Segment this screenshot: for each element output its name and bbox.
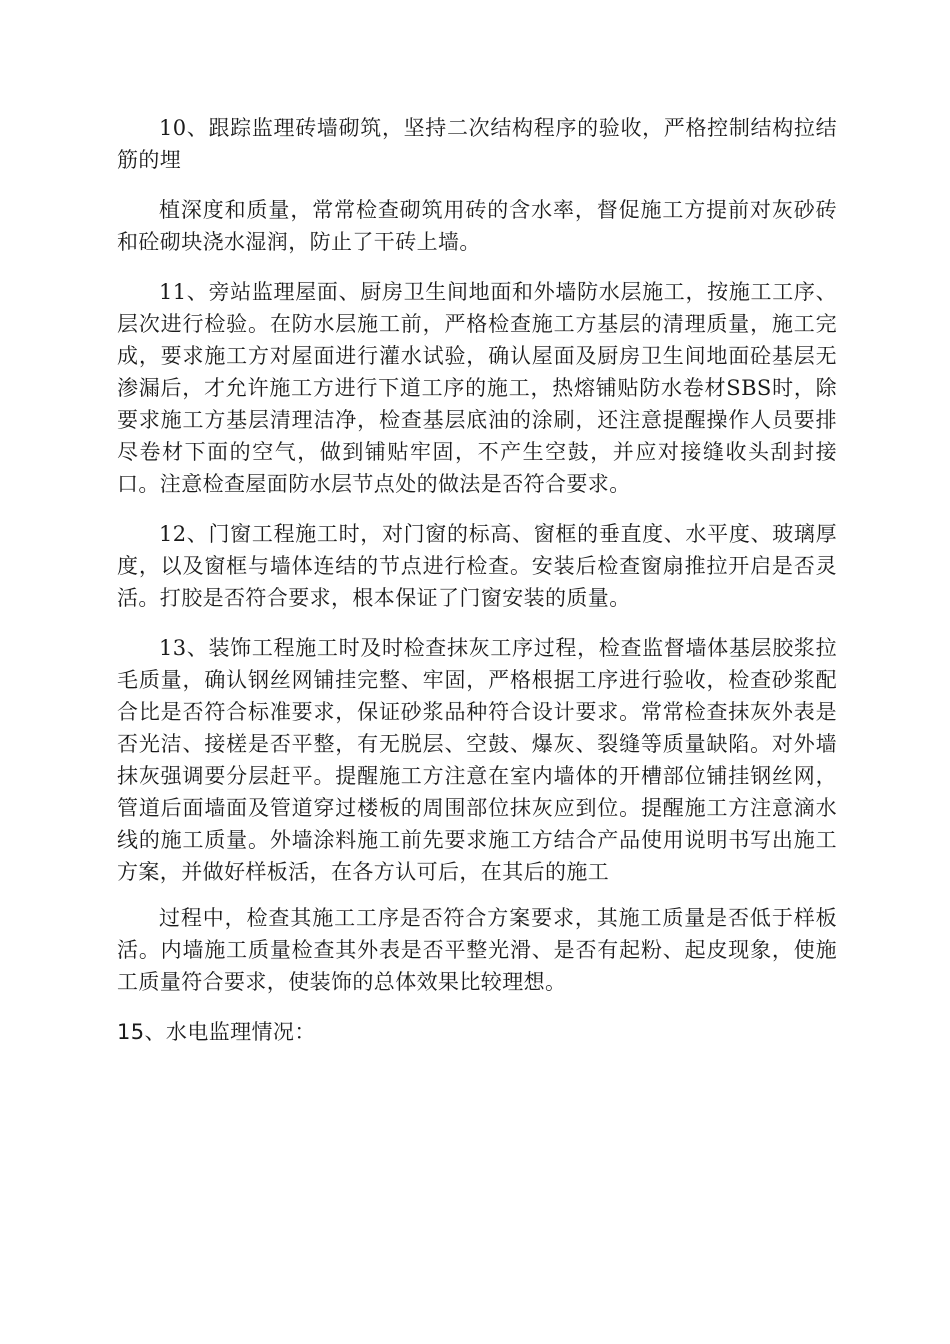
- paragraph-10-part1: 10、跟踪监理砖墙砌筑，坚持二次结构程序的验收，严格控制结构拉结筋的埋: [117, 116, 837, 172]
- paragraph-13-part1: 13、装饰工程施工时及时检查抹灰工序过程，检查监督墙体基层胶浆拉毛质量，确认钢丝网铺挂完整、牢固，严格根据工序进行验收，检查砂浆配合比是否符合标准要求，保证砂浆品种符合设计要求。常常检查抹灰外表是否光洁、接槎是否平整，有无脱层、空鼓、爆灰、裂缝等质量缺陷。对外墙抹灰强调要分层赶平。提醒施工方注意在室内墙体的开槽部位铺挂钢丝网，管道后面墙面及管道穿过楼板的周围部位抹灰应到位。提醒施工方注意滴水线的施工质量。外墙涂料施工前先要求施工方结合产品使用说明书写出施工方案，并做好样板活，在各方认可后，在其后的施工: [117, 636, 837, 884]
- section-heading-15: 15、水电监理情况：: [117, 1020, 316, 1044]
- paragraph-10-part2: 植深度和质量，常常检查砌筑用砖的含水率，督促施工方提前对灰砂砖和砼砌块浇水湿润，防止了干砖上墙。: [117, 198, 837, 254]
- paragraph-11: 11、旁站监理屋面、厨房卫生间地面和外墙防水层施工，按施工工序、层次进行检验。在防水层施工前，严格检查施工方基层的清理质量，施工完成，要求施工方对屋面进行灌水试验，确认屋面及厨房卫生间地面砼基层无渗漏后，才允许施工方进行下道工序的施工，热熔铺贴防水卷材SBS时，除要求施工方基层清理洁净，检查基层底油的涂刷，还注意提醒操作人员要排尽卷材下面的空气，做到铺贴牢固，不产生空鼓，并应对接缝收头刮封接口。注意检查屋面防水层节点处的做法是否符合要求。: [117, 280, 837, 496]
- document-body: [117, 112, 837, 1048]
- paragraph-13-part2: 过程中，检查其施工工序是否符合方案要求，其施工质量是否低于样板活。内墙施工质量检查其外表是否平整光滑、是否有起粉、起皮现象，使施工质量符合要求，使装饰的总体效果比较理想。: [117, 906, 837, 994]
- paragraph-12: 12、门窗工程施工时，对门窗的标高、窗框的垂直度、水平度、玻璃厚度，以及窗框与墙体连结的节点进行检查。安装后检查窗扇推拉开启是否灵活。打胶是否符合要求，根本保证了门窗安装的质量。: [117, 522, 837, 610]
